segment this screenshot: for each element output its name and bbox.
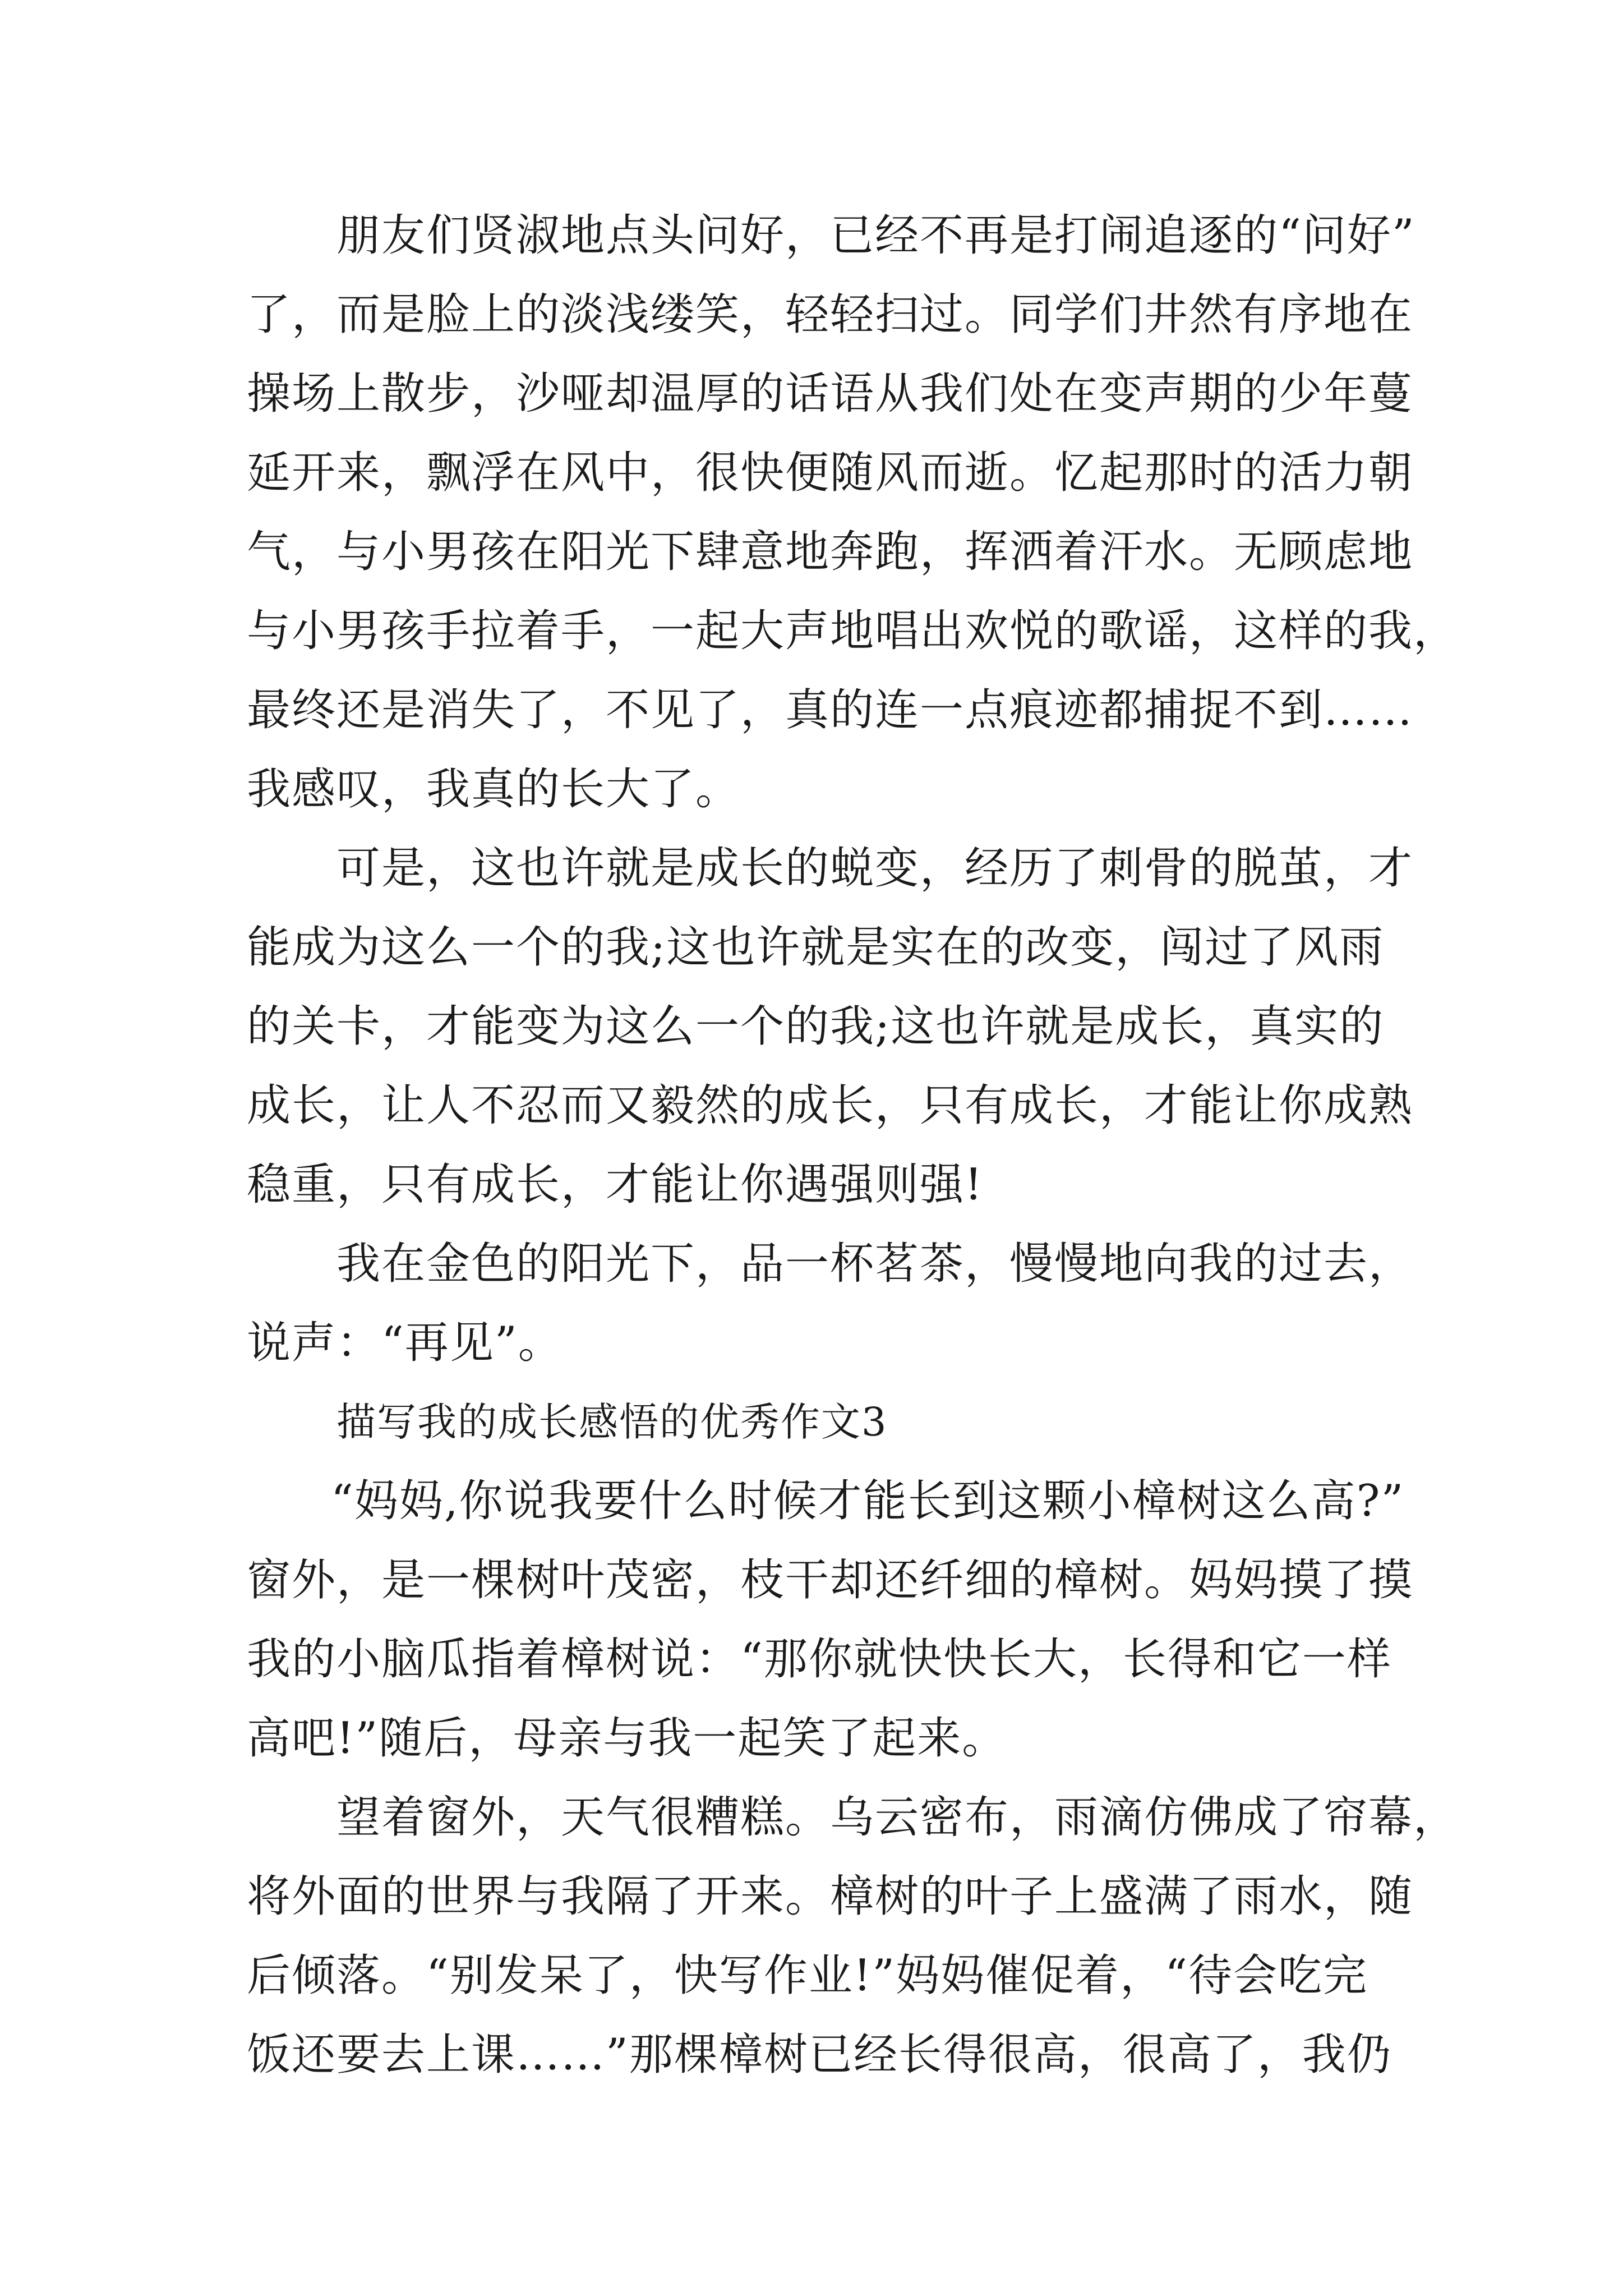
paragraph-line: 望着窗外，天气很糟糕。乌云密布，雨滴仿佛成了帘幕，: [336, 1792, 1459, 1843]
paragraph-line: 稳重，只有成长，才能让你遇强则强!: [247, 1159, 984, 1210]
paragraph-line: 气，与小男孩在阳光下肆意地奔跑，挥洒着汗水。无顾虑地: [247, 527, 1414, 577]
paragraph-line: 将外面的世界与我隔了开来。樟树的叶子上盛满了雨水，随: [247, 1871, 1414, 1922]
paragraph-line: 的关卡，才能变为这么一个的我;这也许就是成长，真实的: [247, 1001, 1385, 1052]
paragraph-line: 高吧!”随后，母亲与我一起笑了起来。: [247, 1713, 1007, 1764]
paragraph-line: 我在金色的阳光下，品一杯茗茶，慢慢地向我的过去，: [336, 1239, 1414, 1289]
paragraph-line: 朋友们贤淑地点头问好，已经不再是打闹追逐的“问好”: [336, 210, 1415, 261]
paragraph-line: 了，而是脸上的淡浅缕笑，轻轻扫过。同学们井然有序地在: [247, 289, 1414, 340]
paragraph-line: 成长，让人不忍而又毅然的成长，只有成长，才能让你成熟: [247, 1080, 1414, 1131]
paragraph-line: 操场上散步，沙哑却温厚的话语从我们处在变声期的少年蔓: [247, 369, 1414, 419]
section-heading: 描写我的成长感悟的优秀作文3: [336, 1399, 888, 1445]
paragraph-line: 说声：“再见”。: [247, 1318, 563, 1368]
paragraph-line: 饭还要去上课……”那棵樟树已经长得很高，很高了，我仍: [247, 2030, 1392, 2080]
paragraph-line: 能成为这么一个的我;这也许就是实在的改变，闯过了风雨: [247, 922, 1385, 973]
paragraph-line: 可是，这也许就是成长的蜕变，经历了刺骨的脱茧，才: [336, 843, 1414, 894]
paragraph-line: 延开来，飘浮在风中，很快便随风而逝。忆起那时的活力朝: [247, 448, 1414, 498]
paragraph-line: 与小男孩手拉着手，一起大声地唱出欢悦的歌谣，这样的我，: [247, 606, 1459, 656]
essay-body: [247, 196, 1459, 2095]
paragraph-line: 后倾落。“别发呆了，快写作业!”妈妈催促着，“待会吃完: [247, 1950, 1368, 2001]
paragraph-line: 窗外，是一棵树叶茂密，枝干却还纤细的樟树。妈妈摸了摸: [247, 1555, 1414, 1605]
paragraph-line: 最终还是消失了，不见了，真的连一点痕迹都捕捉不到……: [247, 685, 1414, 735]
paragraph-line: 我的小脑瓜指着樟树说：“那你就快快长大，长得和它一样: [247, 1634, 1392, 1685]
paragraph-line: 我感叹，我真的长大了。: [247, 764, 741, 815]
paragraph-line: “妈妈,你说我要什么时候才能长到这颗小樟树这么高?”: [331, 1476, 1405, 1526]
